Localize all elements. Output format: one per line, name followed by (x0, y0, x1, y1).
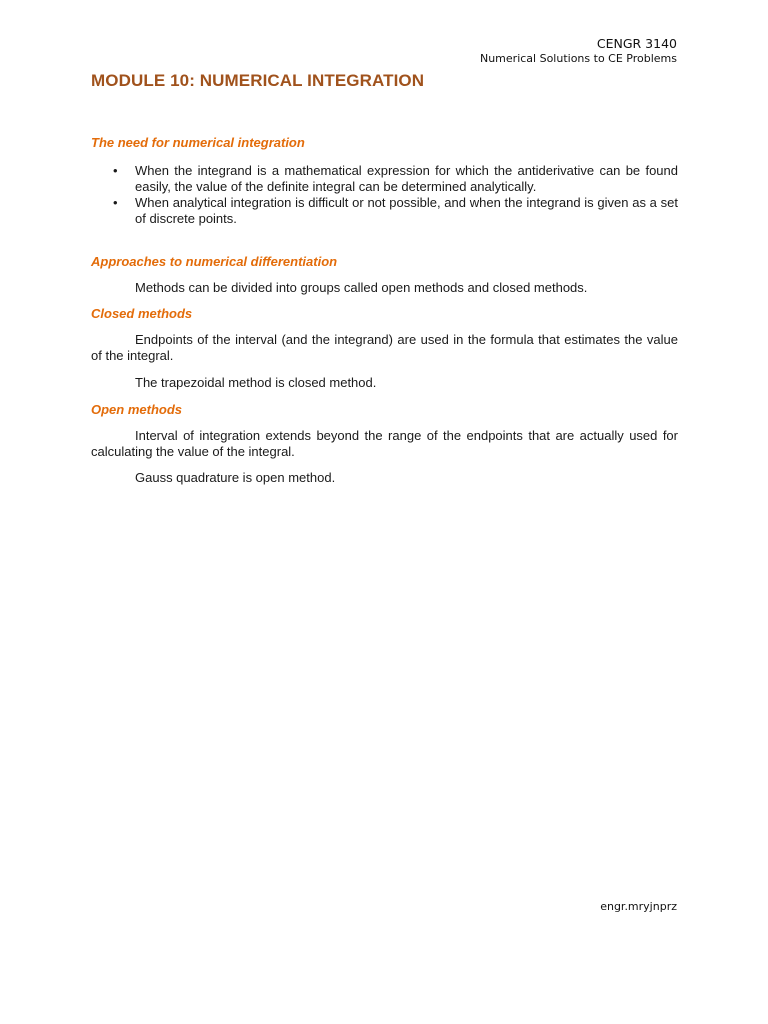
need-bullet-list (91, 163, 678, 227)
page-header (480, 36, 677, 66)
closed-paragraph-2: The trapezoidal method is closed method. (135, 375, 377, 390)
footer-signature: engr.mryjnprz (600, 900, 677, 913)
bullet-icon: • (113, 195, 118, 210)
bullet-text: When analytical integration is difficult or not possible, and when the integrand is given as a set of discrete points. (135, 195, 678, 226)
open-paragraph-2: Gauss quadrature is open method. (135, 470, 336, 485)
section-heading-open: Open methods (91, 402, 183, 417)
module-title: MODULE 10: NUMERICAL INTEGRATION (91, 71, 425, 90)
course-code: CENGR 3140 (596, 36, 677, 51)
section-heading-approaches: Approaches to numerical differentiation (91, 254, 338, 269)
closed-paragraph-1: Endpoints of the interval (and the integrand) are used in the formula that estimates the value of the integral. (91, 332, 678, 363)
list-item (91, 163, 678, 195)
open-paragraph-1: Interval of integration extends beyond the range of the endpoints that are actually used for calculating the value of the integral. (91, 428, 678, 459)
section-heading-need: The need for numerical integration (91, 135, 305, 150)
approaches-paragraph: Methods can be divided into groups called open methods and closed methods. (135, 280, 588, 295)
course-title: Numerical Solutions to CE Problems (479, 52, 677, 65)
bullet-icon: • (113, 163, 118, 178)
list-item (91, 195, 678, 227)
bullet-text: When the integrand is a mathematical expression for which the antiderivative can be found easily, the value of the definite integral can be determined analytically. (135, 163, 678, 194)
section-heading-closed: Closed methods (91, 306, 193, 321)
